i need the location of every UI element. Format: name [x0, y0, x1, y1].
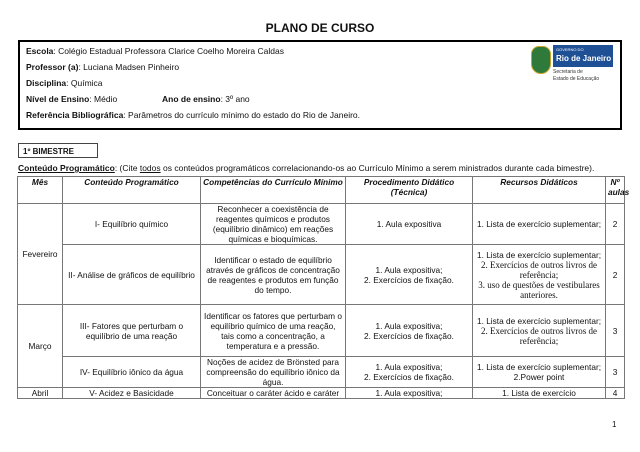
competencia-cell: Conceituar o caráter ácido e caráter: [201, 388, 346, 399]
recursos-cell: [473, 388, 606, 399]
coat-of-arms-icon: [531, 46, 551, 74]
recurso-item: 1. Lista de exercício suplementar;: [476, 362, 602, 372]
aulas-cell: 4: [606, 388, 625, 399]
professor-line: [26, 62, 179, 73]
col-header: Conteúdo Programático: [63, 177, 201, 204]
col-header: Competências do Currículo Mínimo: [201, 177, 346, 204]
logo-sec2: Estado de Educação: [553, 76, 600, 82]
table-row: [18, 388, 625, 399]
table-row: [18, 245, 625, 305]
recurso-item: 1. Lista de exercício suplementar;: [476, 315, 602, 326]
logo-sec1: Secretaria de: [553, 69, 583, 75]
recursos-cell: [473, 357, 606, 388]
recursos-cell: [473, 305, 606, 357]
procedimento-item: 2. Exercícios de fixação.: [364, 274, 454, 285]
conteudo-cell: II- Análise de gráficos de equilíbrio: [63, 245, 201, 305]
government-logo: [531, 44, 621, 88]
col-header: Procedimento Didático (Técnica): [346, 177, 473, 204]
procedimento-cell: [346, 388, 473, 399]
month-cell: Março: [18, 305, 63, 388]
recurso-item: 1. Lista de exercício: [502, 388, 576, 398]
school-info-box: [18, 40, 622, 130]
recursos-cell: [473, 245, 606, 305]
conteudo-label: Conteúdo Programático: [18, 163, 115, 173]
ano-value: : 3º ano: [220, 94, 250, 104]
conteudo-todos: todos: [139, 163, 161, 173]
logo-brand: [553, 45, 613, 67]
recursos-cell: [473, 204, 606, 245]
recurso-item: 3. uso de questões de vestibulares anteriores.: [478, 279, 600, 300]
competencia-cell: Identificar os fatores que perturbam o equilíbrio químico de uma reação, tais como a concentração, a temperatura e a pressão.: [201, 305, 346, 357]
table-row: [18, 305, 625, 357]
table-row: [18, 204, 625, 245]
bimestre-label: 1º BIMESTRE: [18, 143, 98, 158]
logo-gov: GOVERNO DO: [556, 47, 584, 52]
ano-label: Ano de ensino: [162, 94, 221, 104]
conteudo-pre: : (Cite: [114, 163, 140, 173]
col-header: Nº aulas: [606, 177, 625, 204]
procedimento-item: 1. Aula expositiva: [376, 219, 442, 229]
aulas-cell: 2: [606, 204, 625, 245]
conteudo-cell: IV- Equilíbrio iônico da água: [63, 357, 201, 388]
col-header: Mês: [18, 177, 63, 204]
procedimento-cell: [346, 204, 473, 245]
professor-value: : Luciana Madsen Pinheiro: [78, 62, 180, 72]
conteudo-cell: I- Equilíbrio químico: [63, 204, 201, 245]
recurso-item: 1. Lista de exercício suplementar;: [476, 219, 602, 229]
procedimento-item: 2. Exercícios de fixação.: [364, 330, 454, 341]
escola-value: : Colégio Estadual Professora Clarice Coelho Moreira Caldas: [53, 46, 284, 56]
referencia-line: [26, 110, 360, 121]
ref-value: : Parâmetros do currículo mínimo do estado do Rio de Janeiro.: [123, 110, 361, 120]
aulas-cell: 3: [606, 305, 625, 357]
page-title: PLANO DE CURSO: [265, 21, 375, 35]
conteudo-cell: III- Fatores que perturbam o equilíbrio de uma reação: [63, 305, 201, 357]
ano-line: [162, 94, 250, 105]
professor-label: Professor (a): [26, 62, 79, 72]
procedimento-cell: [346, 305, 473, 357]
escola-label: Escola: [26, 46, 54, 56]
conteudo-cell: V- Acidez e Basicidade: [63, 388, 201, 399]
recurso-item: 2. Exercícios de outros livros de referência;: [481, 259, 597, 280]
conteudo-post: os conteúdos programáticos correlacionando-os ao Currículo Mínimo a serem ministrados durante cada bimestre).: [160, 163, 595, 173]
competencia-cell: Identificar o estado de equilíbrio através de gráficos de concentração de reagentes e produtos em função do tempo.: [201, 245, 346, 305]
logo-rio: Rio de Janeiro: [556, 54, 612, 63]
competencia-cell: Noções de acidez de Brönsted para compreensão do equilíbrio iônico da água.: [201, 357, 346, 388]
month-cell: Abril: [18, 388, 63, 399]
recurso-item: 2. Exercícios de outros livros de referência;: [481, 325, 597, 346]
logo-secretaria: [553, 69, 599, 83]
procedimento-item: 1. Aula expositiva;: [375, 388, 443, 398]
aulas-cell: 2: [606, 245, 625, 305]
table-header-row: [18, 177, 625, 204]
procedimento-cell: [346, 245, 473, 305]
procedimento-cell: [346, 357, 473, 388]
col-header: Recursos Didáticos: [473, 177, 606, 204]
aulas-cell: 3: [606, 357, 625, 388]
competencia-cell: Reconhecer a coexistência de reagentes químicos e produtos (equilíbrio dinâmico) em reações químicas e bioquímicas.: [201, 204, 346, 245]
procedimento-item: 1. Aula expositiva;: [375, 264, 443, 275]
nivel-line: [26, 94, 117, 105]
procedimento-item: 2. Exercícios de fixação.: [364, 372, 454, 382]
escola-line: [26, 46, 284, 57]
disciplina-label: Disciplina: [26, 78, 67, 88]
nivel-label: Nível de Ensino: [26, 94, 90, 104]
procedimento-item: 1. Aula expositiva;: [375, 320, 443, 331]
page-number: 1: [612, 420, 617, 429]
table-row: [18, 357, 625, 388]
nivel-value: : Médio: [89, 94, 118, 104]
plan-table: [17, 176, 630, 399]
recurso-item: 1. Lista de exercício suplementar;: [476, 249, 602, 260]
disciplina-value: : Química: [66, 78, 103, 88]
ref-label: Referência Bibliográfica: [26, 110, 124, 120]
procedimento-item: 1. Aula expositiva;: [375, 362, 443, 372]
month-cell: Fevereiro: [18, 204, 63, 305]
recurso-item: 2.Power point: [513, 372, 565, 382]
conteudo-instruction: [18, 163, 594, 173]
disciplina-line: [26, 78, 103, 89]
